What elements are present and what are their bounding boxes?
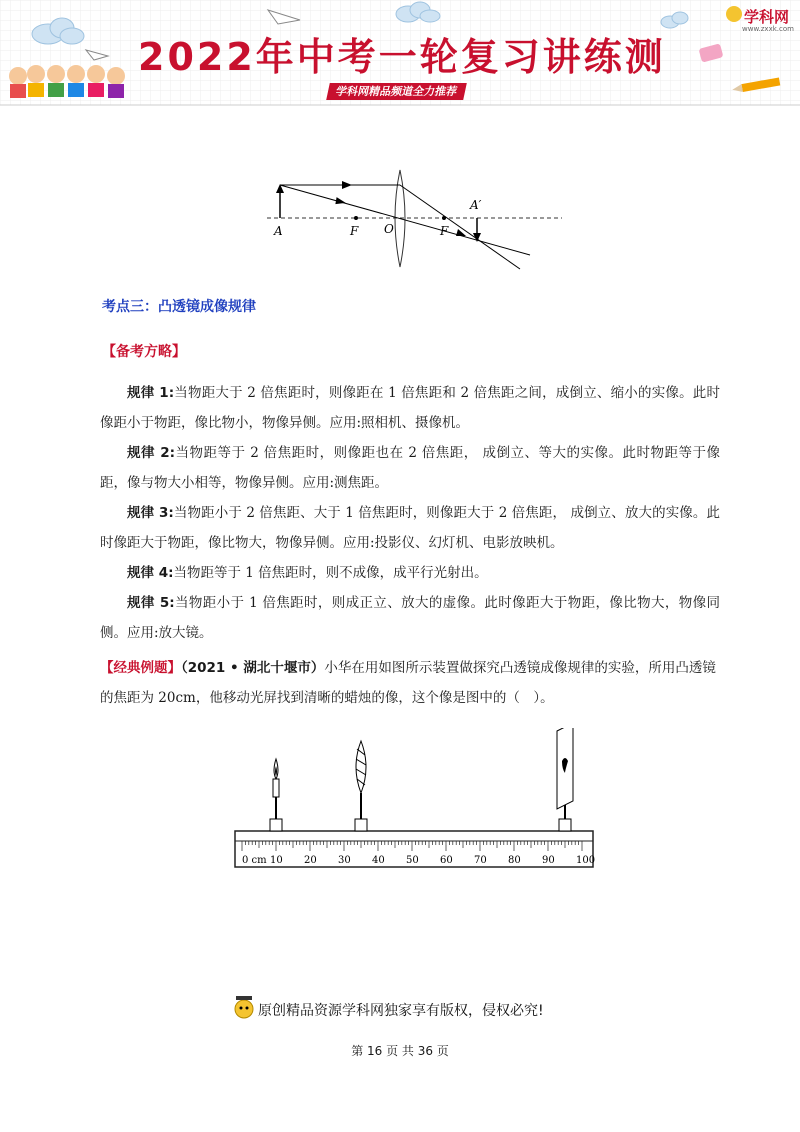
ruler-label: 80 xyxy=(508,855,521,866)
ruler-label: 100 xyxy=(576,855,596,866)
rule-3: 规律 3:当物距小于 2 倍焦距、大于 1 倍焦距时，则像距大于 2 倍焦距， 成倒立、放大的实像。此时像距大于物距，像比物大，物像异侧。应用:投影仪、幻灯机、电影放映机。 xyxy=(100,505,720,551)
ruler-label: 50 xyxy=(406,855,419,866)
banner-subtitle: 学科网精品频道全力推荐 xyxy=(326,83,467,100)
ruler-label: 90 xyxy=(542,855,555,866)
candle xyxy=(270,759,282,831)
label-F1: F xyxy=(350,224,359,238)
section-subheading: 【备考方略】 xyxy=(102,344,186,360)
lens-on-bench xyxy=(355,741,367,831)
center-ray xyxy=(280,185,530,255)
example-source: （2021 • 湖北十堰市） xyxy=(181,660,325,676)
site-url: www.zxxk.com xyxy=(742,25,794,33)
example-question xyxy=(100,653,720,713)
site-logo[interactable]: 学科网 xyxy=(744,8,790,26)
header-banner xyxy=(0,0,800,110)
logo-mascot-icon xyxy=(726,6,742,22)
lens-ray-diagram xyxy=(262,165,572,275)
label-A: A xyxy=(274,224,283,238)
ruler-label: 0 cm xyxy=(242,855,267,866)
label-O: O xyxy=(384,222,394,236)
light-screen xyxy=(557,728,573,831)
mascot-icon xyxy=(232,994,256,1020)
page-number: 第 16 页 共 36 页 xyxy=(351,1044,449,1058)
rule-1: 规律 1:当物距大于 2 倍焦距时，则像距在 1 倍焦距和 2 倍焦距之间，成倒立、缩小的实像。此时像距小于物距，像比物小，物像异侧。应用:照相机、摄像机。 xyxy=(100,385,720,431)
section-heading: 考点三：凸透镜成像规律 xyxy=(102,299,256,315)
ruler-label: 10 xyxy=(270,855,283,866)
rule-5: 规律 5:当物距小于 1 倍焦距时，则成正立、放大的虚像。此时像距大于物距，像比物大，物像同侧。应用:放大镜。 xyxy=(100,595,721,641)
example-tag: 【经典例题】 xyxy=(100,660,181,676)
ruler-label: 30 xyxy=(338,855,351,866)
rule-2: 规律 2:当物距等于 2 倍焦距时，则像距也在 2 倍焦距， 成倒立、等大的实像。此时物距等于像距，像与物大小相等，物像异侧。应用:测焦距。 xyxy=(100,445,720,491)
label-F2: F xyxy=(440,224,449,238)
ruler-label: 40 xyxy=(372,855,385,866)
ruler-label: 20 xyxy=(304,855,317,866)
ruler-label: 70 xyxy=(474,855,487,866)
ruler-label: 60 xyxy=(440,855,453,866)
optical-bench-diagram xyxy=(230,728,600,873)
copyright-note: 原创精品资源学科网独家享有版权，侵权必究! xyxy=(258,1003,544,1019)
label-A-prime: A′ xyxy=(470,198,482,212)
rule-4: 规律 4:当物距等于 1 倍焦距时，则不成像，成平行光射出。 xyxy=(127,565,488,581)
banner-title: 2022年中考一轮复习讲练测 xyxy=(138,35,666,79)
example-text: 小华在用如图所示装置做探究凸透镜成像规律的实验，所用凸透镜的焦距为 20cm，他移动光屏找到清晰的蜡烛的像，这个像是图中的（ ）。 xyxy=(100,660,716,706)
